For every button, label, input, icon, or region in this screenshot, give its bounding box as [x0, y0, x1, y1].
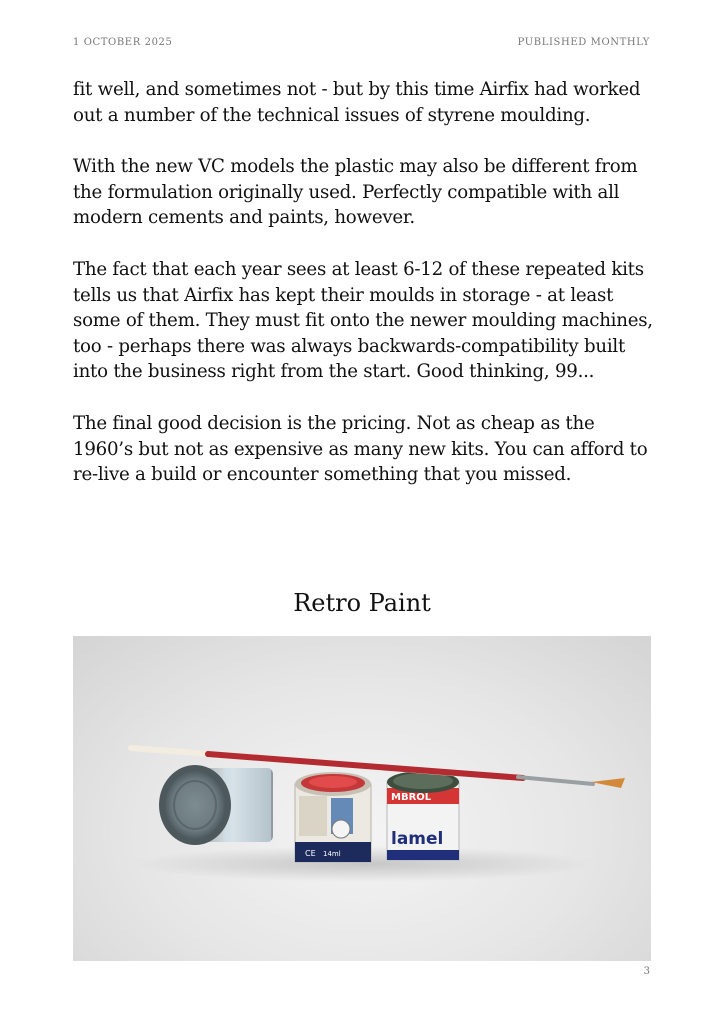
- paragraph-3: The fact that each year sees at least 6-12 of these repeated kits tells us that Airfix has kept their moulds in storage - at least some of them. They must fit onto the newer moulding machines, too - perhaps there was always backwards-compatibility built into the business right from the start. Good thinking, 99...: [73, 258, 653, 383]
- tin-size-label: 14ml: [323, 850, 341, 858]
- paint-tins-photo: [73, 636, 651, 961]
- paragraph-1: fit well, and sometimes not - but by this time Airfix had worked out a number of the technical issues of styrene moulding.: [73, 79, 641, 126]
- article-body: [73, 77, 653, 514]
- tin-name-label: lamel: [391, 829, 444, 849]
- paragraph-2: With the new VC models the plastic may also be different from the formulation originally used. Perfectly compatible with all modern cements and paints, however.: [73, 156, 638, 229]
- enamel-paint-tin: [387, 771, 459, 860]
- paint-tins-illustration: [73, 636, 651, 961]
- figure-title: Retro Paint: [293, 589, 431, 617]
- header-frequency: PUBLISHED MONTHLY: [517, 37, 650, 48]
- header-date: 1 OCTOBER 2025: [73, 37, 173, 48]
- grey-paint-tin: [159, 765, 273, 845]
- tin-ce-mark: CE: [305, 849, 316, 858]
- page-number: 3: [643, 966, 650, 977]
- red-paint-tin: [295, 772, 371, 862]
- tin-brand-label: MBROL: [391, 792, 432, 803]
- paragraph-4: The final good decision is the pricing. Not as cheap as the 1960’s but not as expensive as many new kits. You can afford to re-live a build or encounter something that you missed.: [73, 412, 648, 486]
